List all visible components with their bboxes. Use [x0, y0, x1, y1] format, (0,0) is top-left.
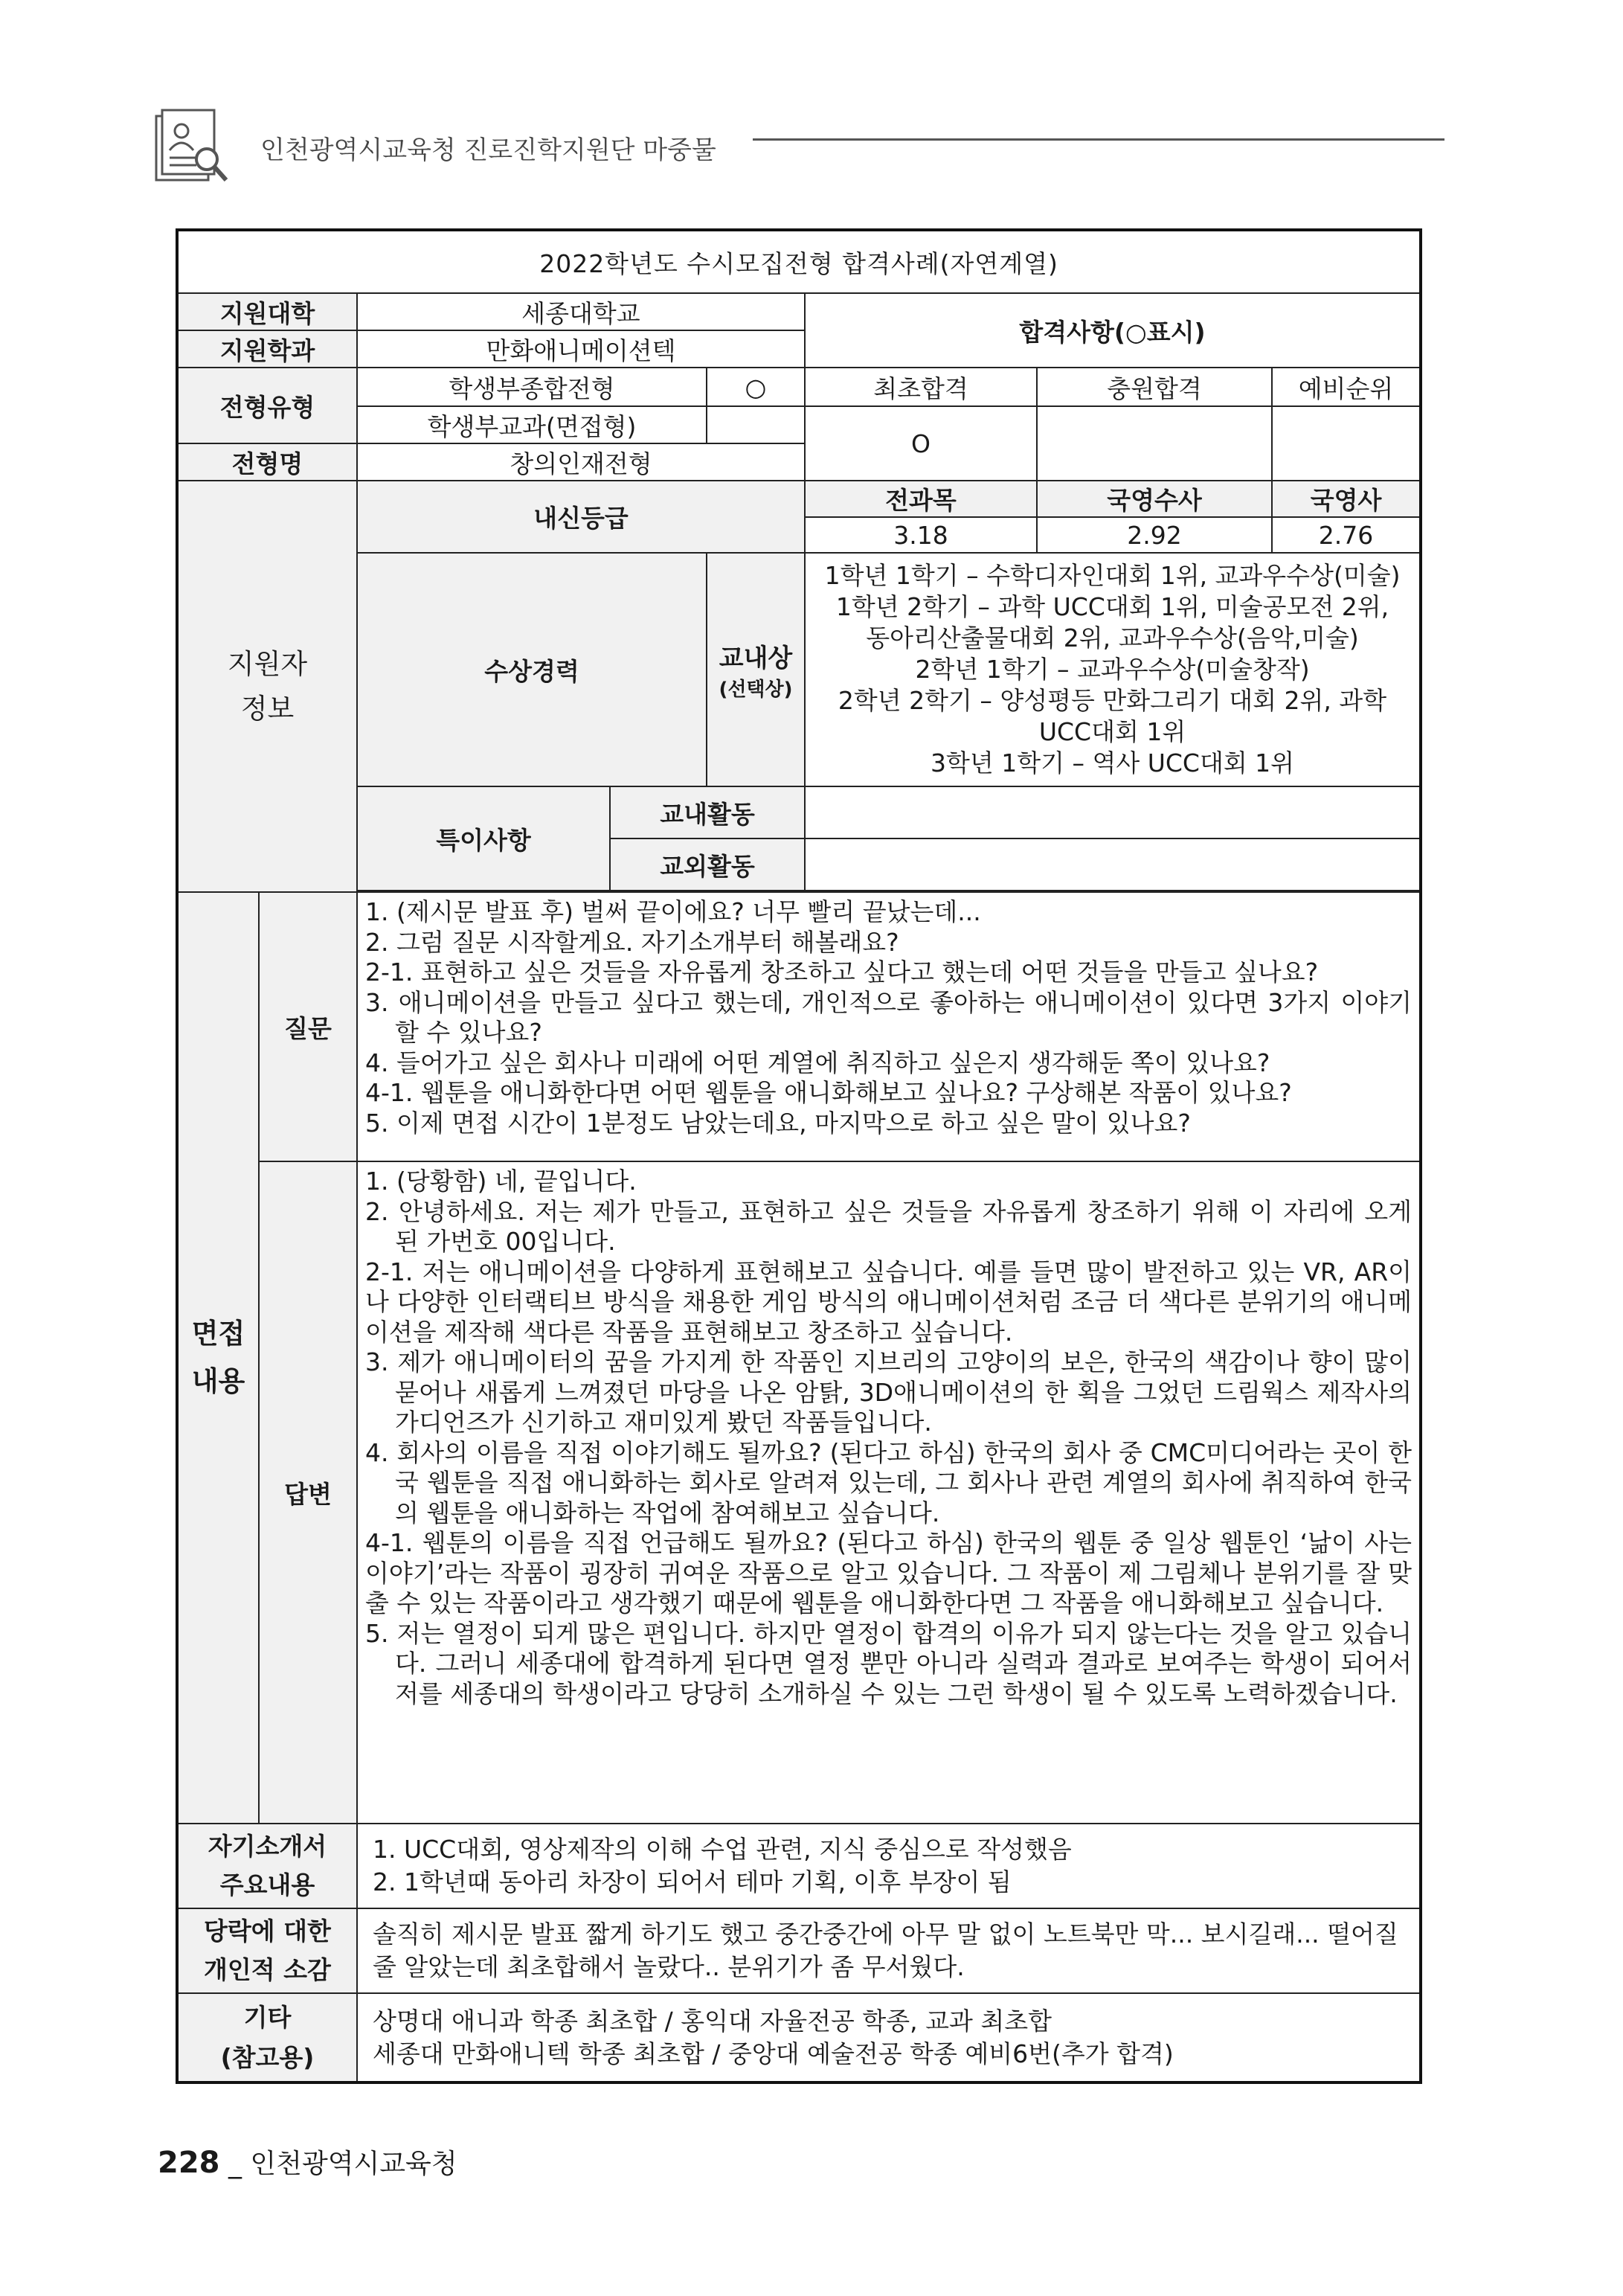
grade-value-kess: 2.92	[1037, 517, 1272, 553]
document-search-icon	[152, 109, 232, 189]
type-mark-2	[707, 406, 805, 443]
univ-value: 세종대학교	[357, 293, 805, 330]
type-mark-1: ○	[707, 368, 805, 406]
name-value: 창의인재전형	[357, 443, 805, 481]
in-activity-value	[805, 786, 1421, 838]
answer-item: 3. 제가 애니메이터의 꿈을 가지게 한 작품인 지브리의 고양이의 보은, 한국의 색감이나 향이 많이 묻어나 새롭게 느껴졌던 마당을 나온 암탉, 3D애니메이션의 한 획을 그었던 드림웍스 제작사의 가디언즈가 신기하고 재미있게 봤던 작품들입니다.	[365, 1347, 1413, 1437]
question-item: 2. 그럼 질문 시작할게요. 자기소개부터 해볼래요?	[365, 927, 899, 957]
univ-label: 지원대학	[177, 293, 357, 330]
award-list	[805, 553, 1421, 786]
grade-header-all: 전과목	[805, 481, 1037, 517]
award-sub-label: 교내상 (선택상)	[707, 553, 805, 786]
result-col-1: 최초합격	[805, 368, 1037, 406]
grade-header-kess: 국영수사	[1037, 481, 1272, 517]
question-item: 3. 애니메이션을 만들고 싶다고 했는데, 개인적으로 좋아하는 애니메이션이 있다면 3가지 이야기할 수 있나요?	[365, 987, 1413, 1047]
type-label: 전형유형	[177, 368, 357, 443]
essay-label: 자기소개서 주요내용	[177, 1824, 357, 1908]
special-label: 특이사항	[357, 786, 610, 891]
footer-separator: _	[219, 2149, 251, 2179]
essay-line: 1. UCC대회, 영상제작의 이해 수업 관련, 지식 중심으로 작성했음	[373, 1835, 1072, 1864]
type-option-1: 학생부종합전형	[357, 368, 707, 406]
dept-label: 지원학과	[177, 330, 357, 368]
award-line: 3학년 1학기 – 역사 UCC대회 1위	[930, 748, 1295, 777]
grade-value-all: 3.18	[805, 517, 1037, 553]
dept-value: 만화애니메이션텍	[357, 330, 805, 368]
result-col-3: 예비순위	[1272, 368, 1421, 406]
grade-value-kes: 2.76	[1272, 517, 1421, 553]
question-item: 4-1. 웹툰을 애니화한다면 어떤 웹툰을 애니화해보고 싶나요? 구상해본 작품이 있나요?	[365, 1078, 1292, 1107]
etc-line: 세종대 만화애니텍 학종 최초합 / 중앙대 예술전공 학종 예비6번(추가 합격)	[373, 2039, 1174, 2068]
result-col-2: 충원합격	[1037, 368, 1272, 406]
answer-item: 2-1. 저는 애니메이션을 다양하게 표현해보고 싶습니다. 예를 들면 많이 발전하고 있는 VR, AR이나 다양한 인터랙티브 방식을 채용한 게임 방식의 애니메이션처럼 조금 더 색다른 분위기의 애니메이션을 제작해 색다른 작품을 표현해보고 창조하고 싶습니다.	[365, 1257, 1413, 1347]
award-label: 수상경력	[357, 553, 707, 786]
in-activity-label: 교내활동	[610, 786, 805, 838]
award-line: 2학년 2학기 – 양성평등 만화그리기 대회 2위, 과학	[838, 686, 1387, 715]
answer-item: 4. 회사의 이름을 직접 이야기해도 될까요? (된다고 하심) 한국의 회사 중 CMC미디어라는 곳이 한국 웹툰을 직접 애니화하는 회사로 알려져 있는데, 그 회사나 관련 계열의 회사에 취직하여 한국의 웹툰을 애니화하는 작업에 참여해보고 싶습니다.	[365, 1437, 1413, 1527]
answer-list	[357, 1161, 1421, 1824]
award-line: 2학년 1학기 – 교과우수상(미술창작)	[915, 655, 1310, 684]
grade-header-kes: 국영사	[1272, 481, 1421, 517]
answer-item: 2. 안녕하세요. 저는 제가 만들고, 표현하고 싶은 것들을 자유롭게 창조하기 위해 이 자리에 오게 된 가번호 00입니다.	[365, 1196, 1413, 1256]
applicant-label: 지원자 정보	[177, 481, 357, 892]
out-activity-value	[805, 838, 1421, 891]
header-title: 인천광역시교육청 진로진학지원단 마중물	[260, 135, 716, 165]
etc-label: 기타 (참고용)	[177, 1993, 357, 2082]
award-line: 동아리산출물대회 2위, 교과우수상(음악,미술)	[866, 623, 1359, 652]
award-line: 1학년 2학기 – 과학 UCC대회 1위, 미술공모전 2위,	[835, 592, 1389, 621]
name-label: 전형명	[177, 443, 357, 481]
interview-label: 면접 내용	[177, 892, 259, 1824]
answer-label: 답변	[259, 1161, 357, 1824]
grade-label: 내신등급	[357, 481, 805, 553]
page-number: 228	[158, 2146, 220, 2180]
admission-case-table	[176, 228, 1422, 2084]
page-title: 2022학년도 수시모집전형 합격사례(자연계열)	[177, 230, 1421, 293]
out-activity-label: 교외활동	[610, 838, 805, 891]
question-item: 1. (제시문 발표 후) 벌써 끝이에요? 너무 빨리 끝났는데...	[365, 897, 981, 926]
answer-item: 4-1. 웹툰의 이름을 직접 언급해도 될까요? (된다고 하심) 한국의 웹툰 중 일상 웹툰인 ‘낢이 사는 이야기’라는 작품이 굉장히 귀여운 작품으로 알고 있습니다. 그 작품이 제 그림체나 분위기를 잘 맞출 수 있는 작품이라고 생각했기 때문에 웹툰을 애니화한다면 그 작품을 애니화해보고 싶습니다.	[365, 1528, 1413, 1617]
question-item: 4. 들어가고 싶은 회사나 미래에 어떤 계열에 취직하고 싶은지 생각해둔 쪽이 있나요?	[365, 1048, 1270, 1077]
question-item: 2-1. 표현하고 싶은 것들을 자유롭게 창조하고 싶다고 했는데 어떤 것들을 만들고 싶나요?	[365, 958, 1319, 987]
result-value-1: O	[805, 406, 1037, 481]
essay-content	[357, 1824, 1421, 1908]
type-option-2: 학생부교과(면접형)	[357, 406, 707, 443]
award-line: 1학년 1학기 – 수학디자인대회 1위, 교과우수상(미술)	[824, 561, 1401, 590]
feeling-label: 당락에 대한 개인적 소감	[177, 1908, 357, 1993]
question-list	[357, 892, 1421, 1161]
etc-content	[357, 1993, 1421, 2082]
feeling-content: 솔직히 제시문 발표 짧게 하기도 했고 중간중간에 아무 말 없이 노트북만 막... 보시길래... 떨어질 줄 알았는데 최초합해서 놀랐다.. 분위기가 좀 무서웠다.	[357, 1908, 1421, 1993]
question-item: 5. 이제 면접 시간이 1분정도 남았는데요, 마지막으로 하고 싶은 말이 있나요?	[365, 1108, 1191, 1138]
header-rule	[753, 138, 1444, 141]
award-line: UCC대회 1위	[1038, 717, 1186, 746]
footer-org: 인천광역시교육청	[250, 2149, 457, 2179]
answer-item: 1. (당황함) 네, 끝입니다.	[365, 1167, 637, 1196]
answer-item: 5. 저는 열정이 되게 많은 편입니다. 하지만 열정이 합격의 이유가 되지 않는다는 것을 알고 있습니다. 그러니 세종대에 합격하게 된다면 열정 뿐만 아니라 실력과 결과로 보여주는 학생이 되어서 저를 세종대의 학생이라고 당당히 소개하실 수 있는 그런 학생이 될 수 있도록 노력하겠습니다.	[365, 1618, 1413, 1708]
result-value-3	[1272, 406, 1421, 481]
essay-line: 2. 1학년때 동아리 차장이 되어서 테마 기획, 이후 부장이 됨	[373, 1867, 1012, 1896]
result-value-2	[1037, 406, 1272, 481]
page-footer	[158, 2143, 457, 2181]
question-label: 질문	[259, 892, 357, 1161]
result-header: 합격사항(○표시)	[805, 293, 1421, 368]
etc-line: 상명대 애니과 학종 최초합 / 홍익대 자율전공 학종, 교과 최초합	[373, 2006, 1052, 2036]
